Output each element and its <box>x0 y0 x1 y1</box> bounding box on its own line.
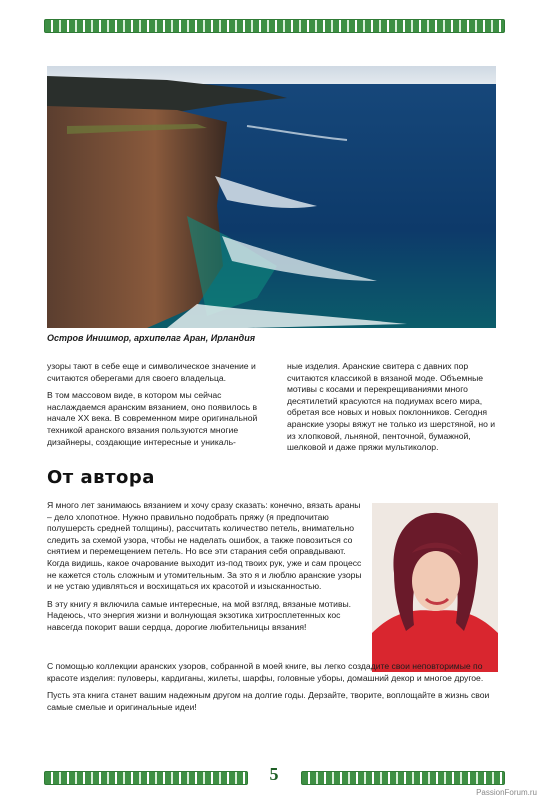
top-celtic-border <box>44 19 505 33</box>
paragraph: С помощью коллекции аранских узоров, собранной в моей книге, вы легко создадите свои неповторимые по красоте изделия: пуловеры, кардиганы, жилеты, шарфы, головные уборы, домашний декор и многое другое. <box>47 661 484 683</box>
paragraph: В эту книгу я включила самые интересные, на мой взгляд, вязаные мотивы. Надеюсь, что энергия жизни и волнующая экзотика хитросплетенных кос навсегда покорит ваши сердца, дорогие любительницы вязания! <box>47 598 352 632</box>
author-portrait <box>372 503 498 672</box>
paragraph: Пусть эта книга станет вашим надежным другом на долгие годы. Дерзайте, творите, воплощайте в жизнь свои самые смелые и оригинальные идеи! <box>47 690 490 712</box>
page-number: 5 <box>269 764 279 784</box>
photo-caption: Остров Инишмор, архипелаг Аран, Ирландия <box>47 333 255 343</box>
bottom-celtic-border-left <box>44 771 248 785</box>
bottom-celtic-border-right <box>301 771 505 785</box>
left-column <box>47 361 279 454</box>
paragraph: ные изделия. Аранские свитера с давних пор считаются классикой в вязаной моде. Объемные мотивы с косами и перекрещиваниями много десятилетий красуются на подиумах всего мира, обретая все новых и новых поклонников. Сегодня аранские узоры вяжут не только из шерстяной, но и из хлопковой, льняной, пенточной, бумажной, шелковой и даже пряжи мультиколор. <box>287 361 496 453</box>
paragraph: Я много лет занимаюсь вязанием и хочу сразу сказать: конечно, вязать араны – дело хлопотное. Нужно правильно подобрать пряжу (я предпочитаю полушерсть средней толщины), рассчитать количество петель, внимательно следить за схемой узора, чтобы не наделать ошибок, а также повозиться со снятием и перемещением петель. Но все эти старания себя оправдывают. Когда видишь, какое очарование выходит из-под твоих рук, уже и сам процесс не кажется столь сложным и утомительным. За это я и люблю аранские узоры и не устаю удивляться и восхищаться их красотой и изысканностью. <box>47 500 362 592</box>
right-column <box>287 361 498 460</box>
cliff-sea-photo <box>47 66 496 328</box>
section-heading: От автора <box>47 467 155 488</box>
paragraph: В том массовом виде, в котором мы сейчас наслаждаемся аранским вязанием, оно появилось в начале XX века. В современном мире оригинальной техникой аранского вязания пользуются многие дизайнеры, создающие интересные и уникаль- <box>47 390 258 447</box>
paragraph: узоры тают в себе еще и символическое значение и считаются оберегами для своего владельца. <box>47 361 256 383</box>
watermark: PassionForum.ru <box>476 788 537 797</box>
closing-text <box>47 661 498 719</box>
author-text <box>47 500 365 640</box>
